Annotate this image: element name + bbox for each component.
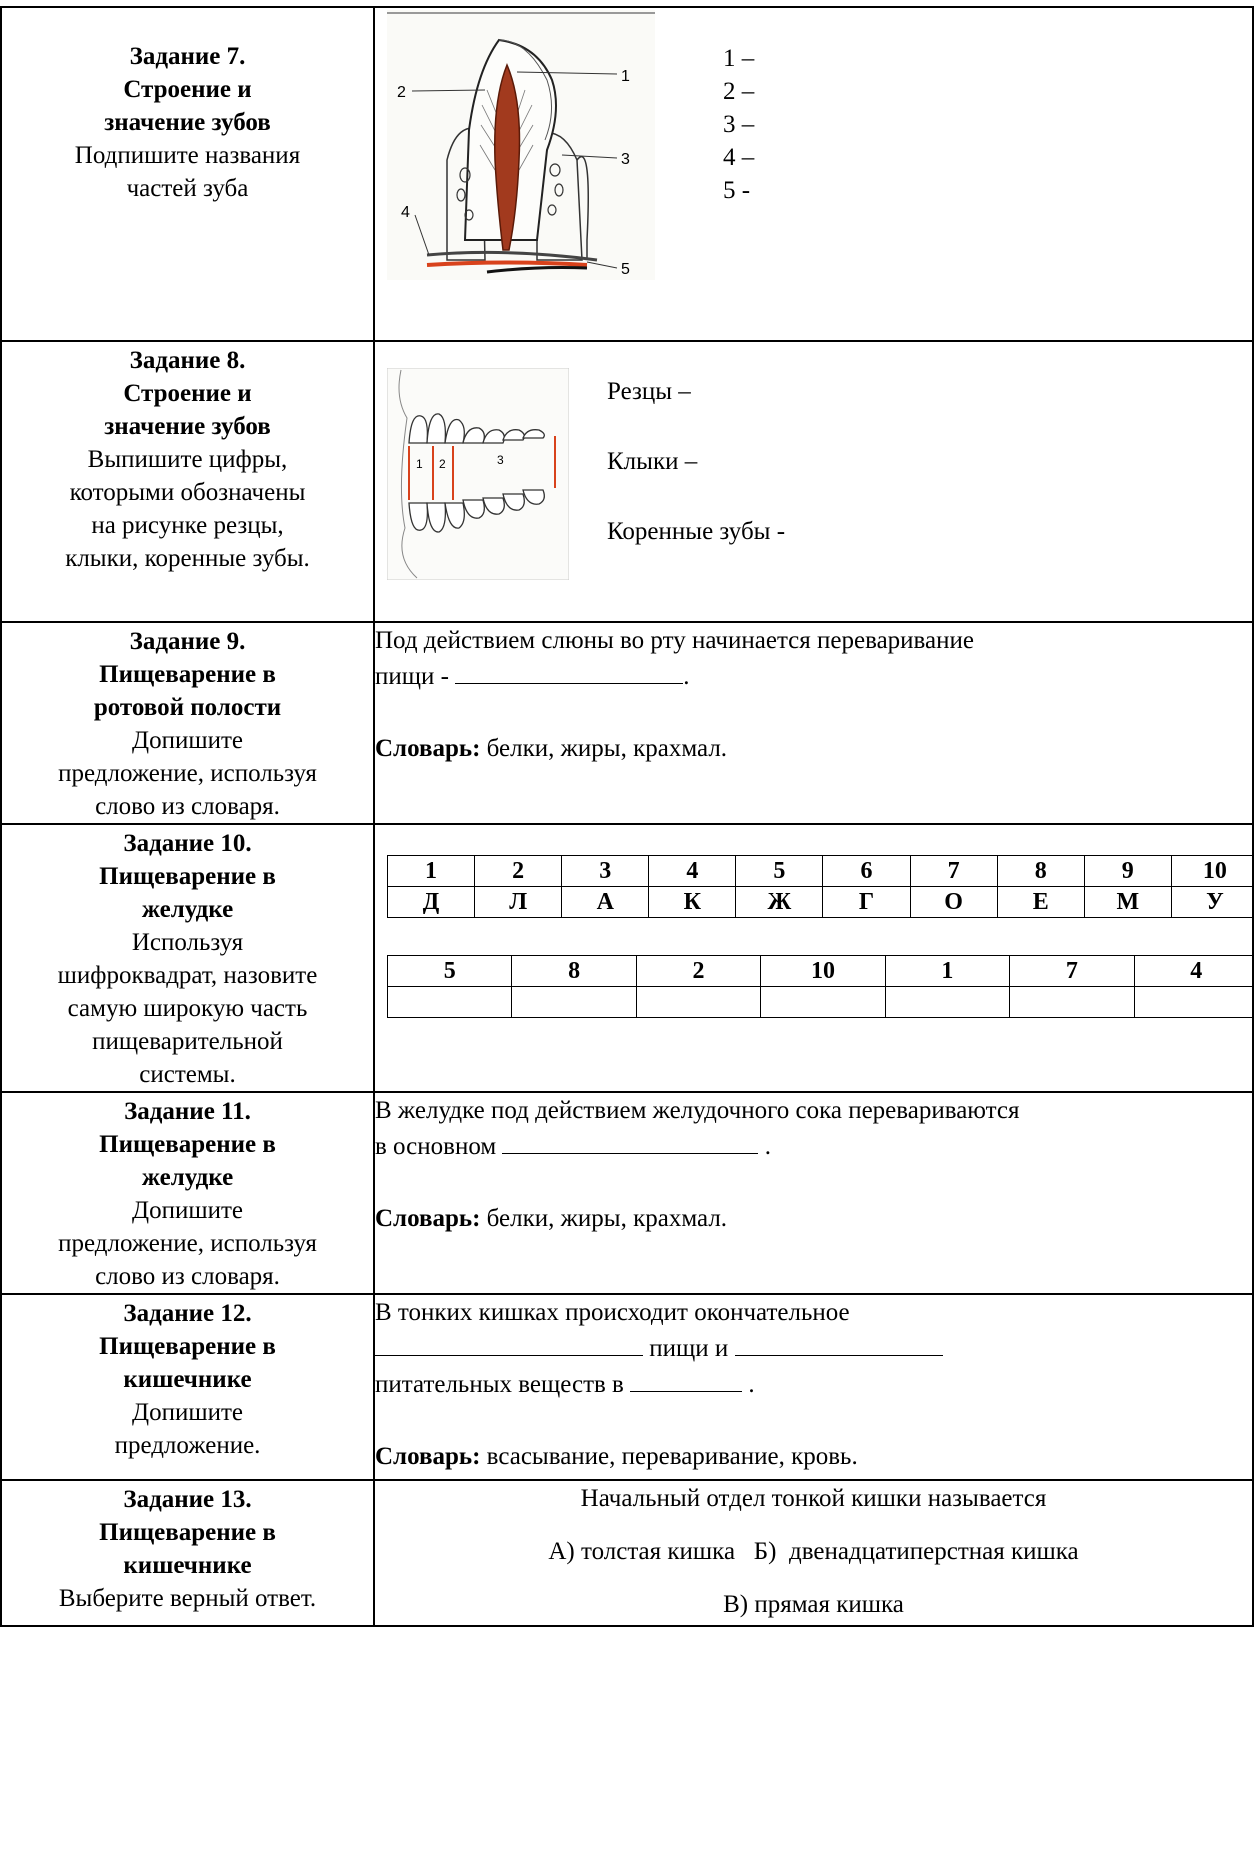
answer-letter-cell[interactable] [636,987,760,1018]
task-9-description [1,622,374,824]
task-instruction-line: слово из словаря. [95,1263,280,1290]
task-title-line: Пищеварение в [99,1519,276,1546]
sentence-line [375,1331,1252,1367]
task-title-line: значение зубов [104,109,271,136]
answer-number-row [388,956,1254,987]
dictionary-words: всасывание, переваривание, кровь. [480,1443,858,1470]
task-title-line: Пищеварение в [99,1333,276,1360]
task-title-line: Задание 9. [129,628,246,655]
cipher-cell: 9 [1084,856,1171,887]
task-title-line: желудке [141,896,234,923]
tooth-label: 1 [621,68,630,85]
task-title-line: Задание 13. [123,1486,252,1513]
task-title-line: Пищеварение в [99,1131,276,1158]
task-12-content [374,1294,1253,1480]
answer-blank[interactable] [455,659,683,684]
dictionary-line [375,1439,1252,1475]
teeth-label: 3 [497,453,504,467]
sentence-text: . [758,1133,771,1160]
task-title-line: Строение и [123,76,252,103]
answer-blank[interactable] [375,1331,643,1356]
cipher-cell: 2 [475,856,562,887]
tooth-structure-image [387,10,655,280]
sentence-line: В тонких кишках происходит окончательное [375,1299,850,1326]
task-title-line: кишечнике [123,1552,252,1579]
answer-number-cell: 7 [1010,956,1134,987]
answer-letter-cell[interactable] [1134,987,1254,1018]
task-instruction-line: шифроквадрат, назовите [57,962,318,989]
sentence-text: пищи - [375,663,456,690]
sentence-text: . [742,1371,755,1398]
task-instruction-line: Выпишите цифры, [87,446,288,473]
task-title-line: ротовой полости [93,694,282,721]
task-8-description [1,341,374,622]
cipher-cell: А [562,887,649,918]
cipher-cell: 3 [562,856,649,887]
sentence-line: Под действием слюны во рту начинается переваривание [375,627,974,654]
cipher-cell: Д [388,887,475,918]
cipher-cell: О [910,887,997,918]
answer-line: 2 – [723,78,755,105]
dictionary-words: белки, жиры, крахмал. [480,1205,728,1232]
task-instruction-line: Используя [131,929,244,956]
task-instruction-line: Подпишите названия [74,142,301,169]
dictionary-label: Словарь: [375,1443,481,1470]
answer-letter-cell[interactable] [761,987,885,1018]
task-7-row [1,7,1253,341]
task-9-row [1,622,1253,824]
cipher-cell: 10 [1171,856,1254,887]
dictionary-label: Словарь: [375,735,481,762]
task-11-description [1,1092,374,1294]
answer-blank[interactable] [735,1331,943,1356]
sentence-line [375,1129,1252,1165]
task-instruction-line: частей зуба [126,175,249,202]
task-title-line: значение зубов [104,413,271,440]
task-title-line: желудке [141,1164,234,1191]
cipher-cell: Г [823,887,910,918]
task-13-content [374,1480,1253,1626]
cipher-cell: К [649,887,736,918]
task-title-line: Задание 11. [124,1098,251,1125]
tooth-label: 3 [621,151,630,168]
cipher-cell: 5 [736,856,823,887]
task-instruction-line: пищеварительной [92,1028,283,1055]
answer-line: 4 – [723,144,755,171]
sentence-text: в основном [375,1133,503,1160]
tooth-label: 5 [621,261,630,278]
task-instruction-line: самую широкую часть [67,995,308,1022]
cipher-cell: Е [997,887,1084,918]
dictionary-words: белки, жиры, крахмал. [480,735,728,762]
cipher-cell: 7 [910,856,997,887]
sentence-line [375,1367,1252,1403]
task-9-content [374,622,1253,824]
cipher-cell: У [1171,887,1254,918]
task-instruction-line: системы. [139,1061,236,1088]
task-instruction-line: клыки, коренные зубы. [65,545,310,572]
tooth-label: 4 [401,204,410,221]
dictionary-line [375,731,1252,767]
cipher-cell: Ж [736,887,823,918]
task-instruction-line: слово из словаря. [95,793,280,820]
answer-line: Клыки – [607,448,698,475]
answer-number-cell: 10 [761,956,885,987]
cipher-cell: 8 [997,856,1084,887]
answer-number-cell: 5 [388,956,512,987]
sentence-text: пищи и [643,1335,735,1362]
sentence-line: В желудке под действием желудочного сока перевариваются [375,1097,1020,1124]
cipher-cell: 4 [649,856,736,887]
cipher-square [387,855,1254,918]
teeth-row-image [387,368,569,580]
task-13-description [1,1480,374,1626]
tasks-table [0,6,1254,1627]
task-title-line: Пищеварение в [99,863,276,890]
answer-letter-cell[interactable] [1010,987,1134,1018]
answer-number-cell: 2 [636,956,760,987]
task-instruction-line: Допишите [132,727,243,754]
cipher-cell: Л [475,887,562,918]
dictionary-line [375,1201,1252,1237]
cipher-letter-row [388,887,1254,918]
task-title-line: Задание 12. [123,1300,252,1327]
answer-number-cell: 4 [1134,956,1254,987]
sentence-line [375,659,1252,695]
teeth-label: 2 [439,457,446,471]
task-10-row [1,824,1253,1092]
task-13-row [1,1480,1253,1626]
answer-letter-cell[interactable] [512,987,636,1018]
teeth-label: 1 [416,457,423,471]
task-instruction-line: предложение. [114,1432,261,1459]
tooth-label: 2 [397,84,406,101]
answer-line: 1 – [723,45,755,72]
answer-options[interactable]: А) толстая кишка Б) двенадцатиперстная кишка [548,1538,1079,1565]
answer-letter-row [388,987,1254,1018]
task-7-description [1,7,374,341]
task-instruction-line: Выберите верный ответ. [58,1585,317,1612]
cipher-number-row [388,856,1254,887]
dictionary-label: Словарь: [375,1205,481,1232]
task-instruction-line: которыми обозначены [69,479,306,506]
answer-options[interactable]: В) прямая кишка [723,1591,904,1618]
task-8-content [374,341,1253,622]
task-10-description [1,824,374,1092]
tooth-parts-answers [723,42,754,207]
answer-line: Резцы – [607,378,691,405]
task-title-line: Задание 7. [129,43,246,70]
cipher-cell: 6 [823,856,910,887]
task-12-row [1,1294,1253,1480]
answer-letter-cell[interactable] [885,987,1009,1018]
task-title-line: Задание 8. [129,347,246,374]
task-instruction-line: предложение, используя [58,1230,317,1257]
answer-line: 5 - [723,177,751,204]
task-11-row [1,1092,1253,1294]
task-instruction-line: Допишите [132,1197,243,1224]
task-title-line: кишечнике [123,1366,252,1393]
answer-number-cell: 8 [512,956,636,987]
task-instruction-line: предложение, используя [58,760,317,787]
task-7-content [374,7,1253,341]
answer-line: Коренные зубы - [607,518,786,545]
task-10-content [374,824,1253,1092]
task-11-content [374,1092,1253,1294]
question-text: Начальный отдел тонкой кишки называется [580,1485,1047,1512]
answer-letter-cell[interactable] [388,987,512,1018]
answer-grid [387,955,1254,1018]
answer-blank[interactable] [630,1367,742,1392]
task-instruction-line: на рисунке резцы, [91,512,284,539]
task-title-line: Строение и [123,380,252,407]
task-title-line: Пищеварение в [99,661,276,688]
task-instruction-line: Допишите [132,1399,243,1426]
cipher-cell: М [1084,887,1171,918]
answer-line: 3 – [723,111,755,138]
answer-number-cell: 1 [885,956,1009,987]
answer-blank[interactable] [502,1129,758,1154]
sentence-text: питательных веществ в [375,1371,631,1398]
task-12-description [1,1294,374,1480]
sentence-text: . [683,663,690,690]
task-title-line: Задание 10. [123,830,252,857]
teeth-types-answers [607,374,785,550]
task-8-row [1,341,1253,622]
cipher-cell: 1 [388,856,475,887]
